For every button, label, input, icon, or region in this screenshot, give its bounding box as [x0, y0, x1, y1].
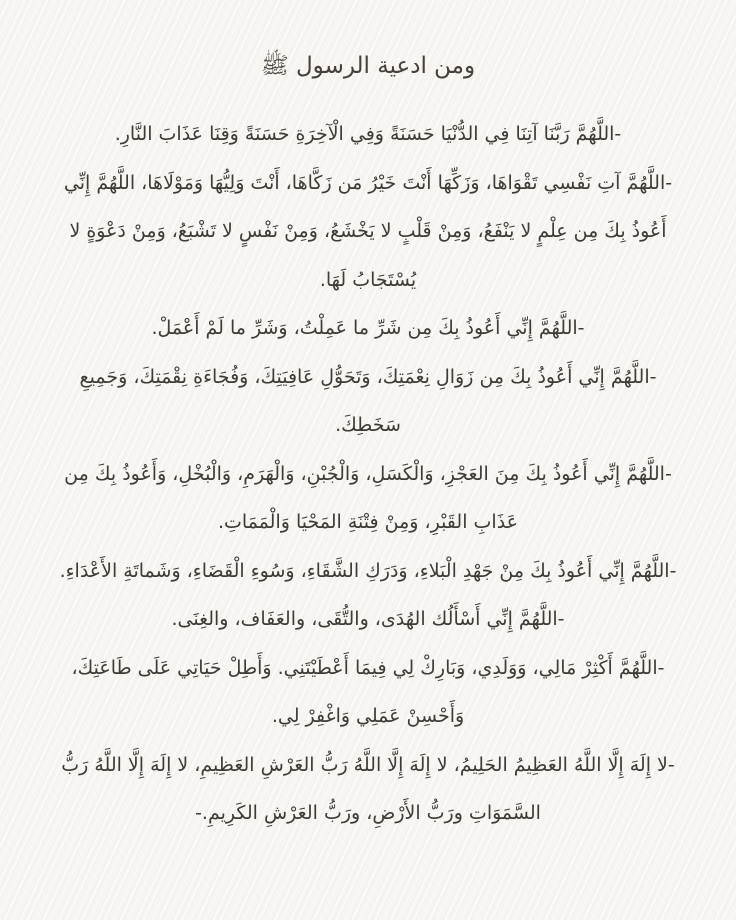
dua-line: -اللَّهُمَّ رَبَّنَا آتِنَا فِي الدُّنْيَا حَسَنَةً وَفِي الْآخِرَةِ حَسَنَةً وَقِنَا عَذَابَ النَّارِ.	[114, 123, 622, 145]
dua-line: وَأَحْسِنْ عَمَلِي وَاغْفِرْ لِي.	[271, 705, 465, 727]
dua-line: -اللَّهُمَّ إِنِّي أَعُوذُ بِكَ مِنَ العَجْزِ، وَالْكَسَلِ، وَالْجُبْنِ، وَالْهَرَمِ، وَالْبُخْلِ، وَأَعُوذُ بِكَ مِن	[64, 462, 672, 485]
dua-line: عَذَابِ القَبْرِ، وَمِنْ فِتْنَةِ المَحْيَا وَالْمَمَاتِ.	[217, 511, 519, 533]
dua-line: أَعُوذُ بِكَ مِن عِلْمٍ لا يَنْفَعُ، وَمِنْ قَلْبٍ لا يَخْشَعُ، وَمِنْ نَفْسٍ لا تَشْبَعُ، وَمِنْ دَعْوَةٍ لا	[69, 220, 667, 242]
dua-line: -اللَّهُمَّ آتِ نَفْسِي تَقْوَاهَا، وَزَكِّهَا أَنْتَ خَيْرُ مَن زَكَّاهَا، أَنْتَ وَلِيُّهَا وَمَوْلَاهَا، اللَّهُمَّ إِنِّي	[63, 171, 673, 194]
dua-line: -لا إِلَهَ إِلَّا اللَّهُ العَظِيمُ الحَلِيمُ، لا إِلَهَ إِلَّا اللَّهُ رَبُّ العَرْشِ العَظِيمِ، لا إِلَهَ إِلَّا اللَّهُ رَبُّ	[61, 753, 675, 776]
dua-line: يُسْتَجَابُ لَهَا.	[319, 268, 417, 291]
dua-line: -اللَّهُمَّ إِنِّي أَسْأَلُك الهُدَى، والتُّقَى، والعَفَاف، والغِنَى.	[171, 608, 565, 630]
duas-text-block	[38, 110, 698, 838]
dua-line: -اللَّهُمَّ إِنِّي أَعُوذُ بِكَ مِن شَرِّ ما عَمِلْتُ، وَشَرِّ ما لَمْ أَعْمَلْ.	[151, 317, 585, 339]
dua-line: سَخَطِكَ.	[335, 414, 401, 436]
dua-line: -اللَّهُمَّ إِنِّي أَعُوذُ بِكَ مِن زَوَالِ نِعْمَتِكَ، وَتَحَوُّلِ عَافِيَتِكَ، وَفُجَاءَةِ نِقْمَتِكَ، وَجَمِيعِ	[79, 365, 657, 388]
page-title: ومن ادعية الرسول ﷺ	[260, 53, 476, 79]
dua-line: -اللَّهُمَّ إِنِّي أَعُوذُ بِكَ مِنْ جَهْدِ الْبَلاءِ، وَدَرَكِ الشَّقَاءِ، وَسُوءِ الْقَضَاءِ، وَشَماتَةِ الأَعْدَاءِ.	[59, 559, 677, 582]
dua-line: السَّمَوَاتِ ورَبُّ الأَرْضِ، ورَبُّ العَرْشِ الكَرِيمِ.-	[195, 802, 541, 824]
dua-line: -اللَّهُمَّ أَكْثِرْ مَالِي، وَوَلَدِي، وَبَارِكْ لِي فِيمَا أَعْطَيْتَنِي. وَأَطِلْ حَيَاتِي عَلَى طَاعَتِكَ،	[71, 656, 665, 679]
